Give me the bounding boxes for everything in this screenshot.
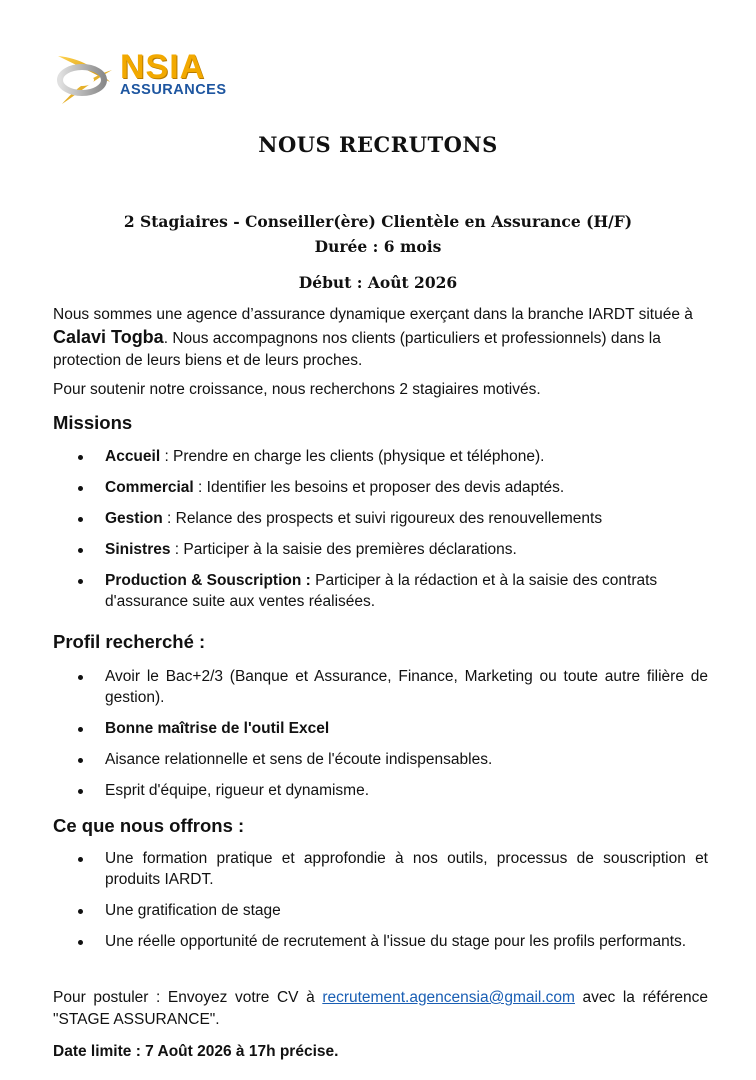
list-item xyxy=(53,446,708,467)
profil-text: Bonne maîtrise de l'outil Excel xyxy=(105,720,330,737)
apply-text-2: avec la référence "STAGE ASSURANCE". xyxy=(53,989,708,1028)
list-item xyxy=(53,508,708,529)
mission-label: Sinistres xyxy=(105,541,171,558)
list-item xyxy=(53,900,708,921)
deadline: Date limite : 7 Août 2026 à 17h précise. xyxy=(53,1043,339,1060)
bullet-icon xyxy=(78,857,83,862)
intro-paragraph xyxy=(53,304,708,372)
offer-list xyxy=(53,848,708,952)
list-item xyxy=(53,570,708,612)
start-date: Début : Août 2026 xyxy=(298,273,458,292)
bullet-icon xyxy=(78,940,83,945)
location: Calavi Togba xyxy=(53,327,164,347)
profil-text: Avoir le Bac+2/3 (Banque et Assurance, Finance, Marketing ou toute autre filière de gestion). xyxy=(105,668,708,706)
bullet-icon xyxy=(78,579,83,584)
list-item xyxy=(53,718,708,739)
list-item xyxy=(53,539,708,560)
profil-list xyxy=(53,666,708,801)
mission-label: Commercial xyxy=(105,479,194,496)
profil-text: Aisance relationnelle et sens de l'écoute indispensables. xyxy=(105,751,493,768)
nsia-logo xyxy=(52,48,272,110)
list-item xyxy=(53,848,708,890)
offer-text: Une réelle opportunité de recrutement à l'issue du stage pour les profils performants. xyxy=(105,933,687,950)
bullet-icon xyxy=(78,455,83,460)
nsia-swirl-icon xyxy=(52,48,116,110)
mission-text: : Relance des prospects et suivi rigoureux des renouvellements xyxy=(162,510,603,527)
bullet-icon xyxy=(78,548,83,553)
offer-text: Une formation pratique et approfondie à nos outils, processus de souscription et produits IARDT. xyxy=(105,850,708,888)
duration: Durée : 6 mois xyxy=(314,237,442,256)
mission-label: Gestion xyxy=(105,510,163,527)
list-item xyxy=(53,931,708,952)
bullet-icon xyxy=(78,517,83,522)
offer-text: Une gratification de stage xyxy=(105,902,281,919)
mission-text: : Identifier les besoins et proposer des devis adaptés. xyxy=(193,479,565,496)
offer-heading: Ce que nous offrons : xyxy=(53,815,245,836)
list-item xyxy=(53,666,708,708)
apply-text-1: Pour postuler : Envoyez votre CV à xyxy=(53,989,323,1006)
page-title: NOUS RECRUTONS xyxy=(258,132,498,157)
bullet-icon xyxy=(78,727,83,732)
mission-label: Production & Souscription : xyxy=(105,572,311,589)
list-item xyxy=(53,780,708,801)
logo-subtitle: ASSURANCES xyxy=(120,82,227,98)
job-title: 2 Stagiaires - Conseiller(ère) Clientèle en Assurance (H/F) xyxy=(123,212,633,231)
list-item xyxy=(53,749,708,770)
intro-text-2: . Nous accompagnons nos clients (particuliers et professionnels) dans la protection de leurs biens et de leurs proches. xyxy=(53,330,661,369)
bullet-icon xyxy=(78,789,83,794)
list-item xyxy=(53,477,708,498)
bullet-icon xyxy=(78,909,83,914)
missions-heading: Missions xyxy=(53,412,133,433)
intro-paragraph-2: Pour soutenir notre croissance, nous recherchons 2 stagiaires motivés. xyxy=(53,381,541,398)
mission-label: Accueil xyxy=(105,448,161,465)
bullet-icon xyxy=(78,758,83,763)
mission-text: Participer à la rédaction et à la saisie des contrats d'assurance suite aux ventes réalisées. xyxy=(105,572,658,610)
apply-paragraph xyxy=(53,987,708,1031)
mission-text: : Participer à la saisie des premières déclarations. xyxy=(170,541,517,558)
email-link[interactable]: recrutement.agencensia@gmail.com xyxy=(322,989,575,1006)
logo-name: NSIA xyxy=(120,48,206,86)
profil-heading: Profil recherché : xyxy=(53,631,206,652)
bullet-icon xyxy=(78,486,83,491)
profil-text: Esprit d'équipe, rigueur et dynamisme. xyxy=(105,782,370,799)
bullet-icon xyxy=(78,675,83,680)
missions-list xyxy=(53,446,708,612)
intro-text-1: Nous sommes une agence d’assurance dynamique exerçant dans la branche IARDT située à xyxy=(53,306,693,323)
mission-text: : Prendre en charge les clients (physique et téléphone). xyxy=(160,448,545,465)
